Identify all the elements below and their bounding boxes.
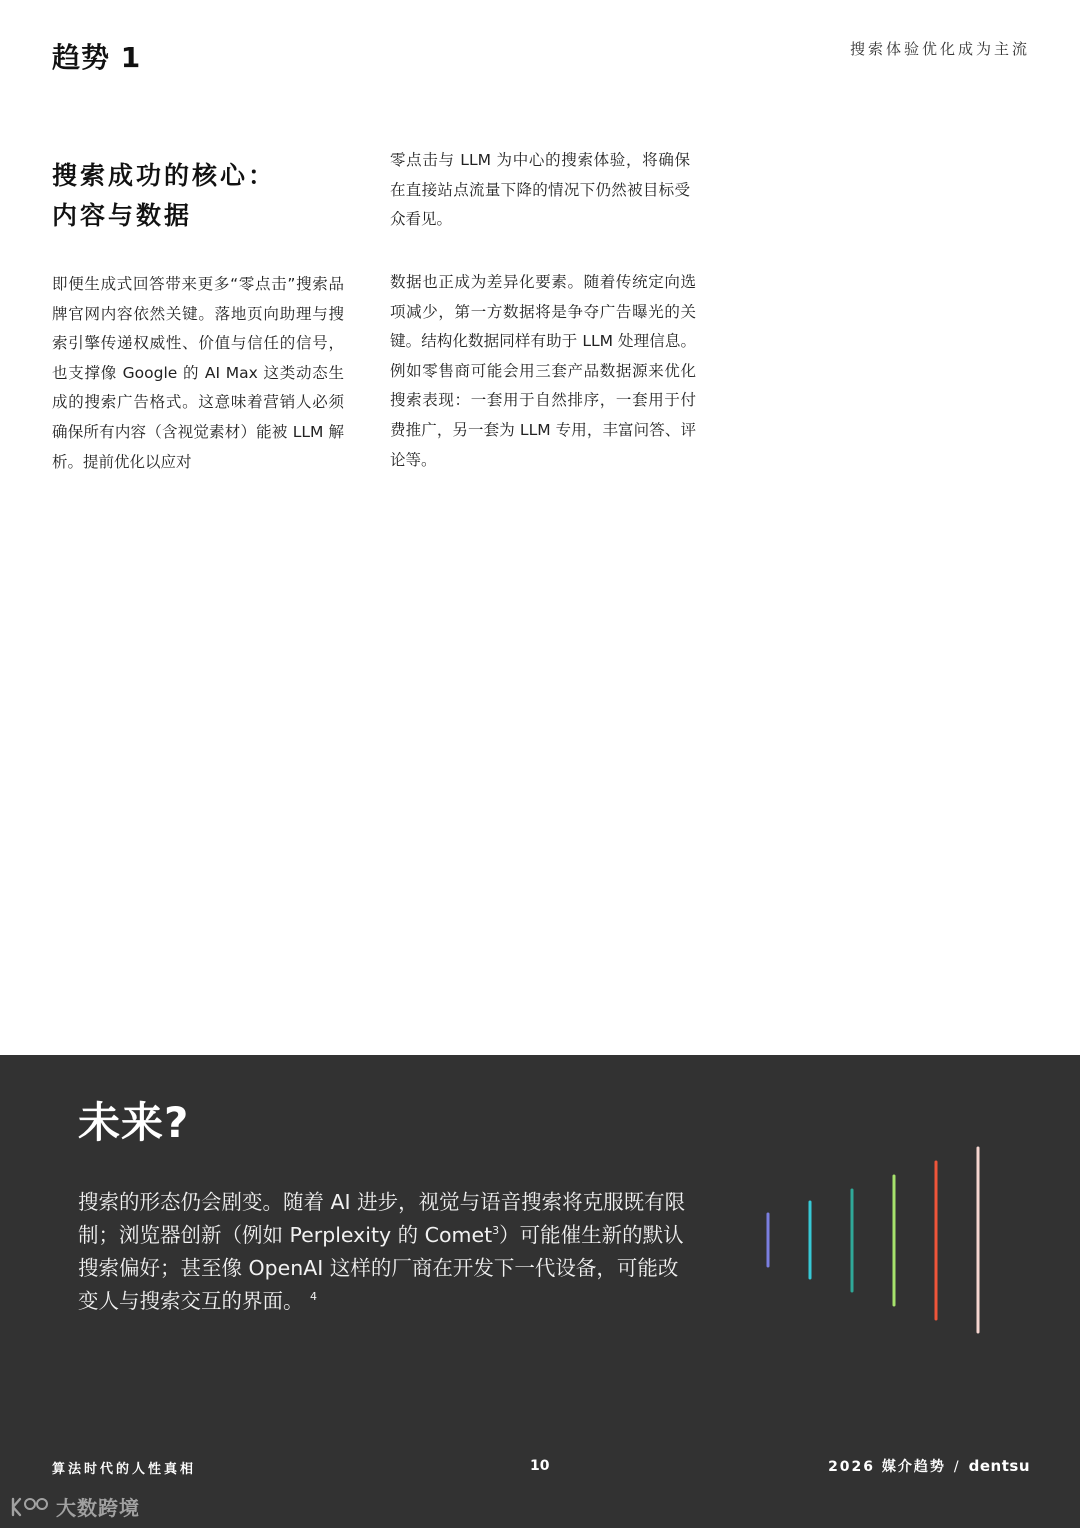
section-title-line-2: 内容与数据 [52,201,193,230]
footer-slash: / [953,1459,961,1475]
footnote-4: 4 [310,1290,318,1304]
footer-year-label: 2026 媒介趋势 [828,1459,946,1475]
watermark [10,1492,140,1521]
footnote-3: 3 [492,1224,500,1238]
footer-brand [828,1456,1030,1476]
dentsu-logo-text: dentsu [968,1457,1030,1475]
watermark-text: 大数跨境 [56,1496,140,1520]
page-number: 10 [530,1458,550,1474]
footer-report-title: 算法时代的人性真相 [52,1462,197,1477]
section-label: 搜索体验优化成为主流 [849,40,1030,58]
decorative-lines-graphic [740,1140,1010,1340]
watermark-logo-icon [10,1495,50,1519]
future-body [78,1186,688,1318]
future-title: 未来? [78,1098,190,1147]
future-body-text-1: 搜索的形态仍会剧变。随着 AI 进步，视觉与语音搜索将克服既有限制；浏览器创新（例如 Perplexity 的 Comet [78,1190,686,1247]
right-paragraph-2: 数据也正成为差异化要素。随着传统定向选项减少，第一方数据将是争夺广告曝光的关键。结构化数据同样有助于 LLM 处理信息。例如零售商可能会用三套产品数据源来优化搜索表现：一套用于自然排序，一套用于付费推广，另一套为 LLM 专用，丰富问答、评论等。 [390,273,696,469]
right-paragraph-1: 零点击与 LLM 为中心的搜索体验，将确保在直接站点流量下降的情况下仍然被目标受众看见。 [390,151,690,229]
section-title [52,156,352,236]
section-title-line-1: 搜索成功的核心： [52,161,277,190]
left-paragraph: 即便生成式回答带来更多“零点击”搜索品牌官网内容依然关键。落地页向助理与搜索引擎传递权威性、价值与信任的信号，也支撑像 Google 的 AI Max 这类动态生成的搜索广告格式。这意味着营销人必须确保所有内容（含视觉素材）能被 LLM 解析。提前优化以应对 [52,275,344,471]
future-body-text-2: ）可能催生新的默认搜索偏好；甚至像 OpenAI 这样的厂商在开发下一代设备，可能改变人与搜索交互的界面。 [78,1223,684,1313]
trend-label: 趋势 1 [52,41,142,74]
